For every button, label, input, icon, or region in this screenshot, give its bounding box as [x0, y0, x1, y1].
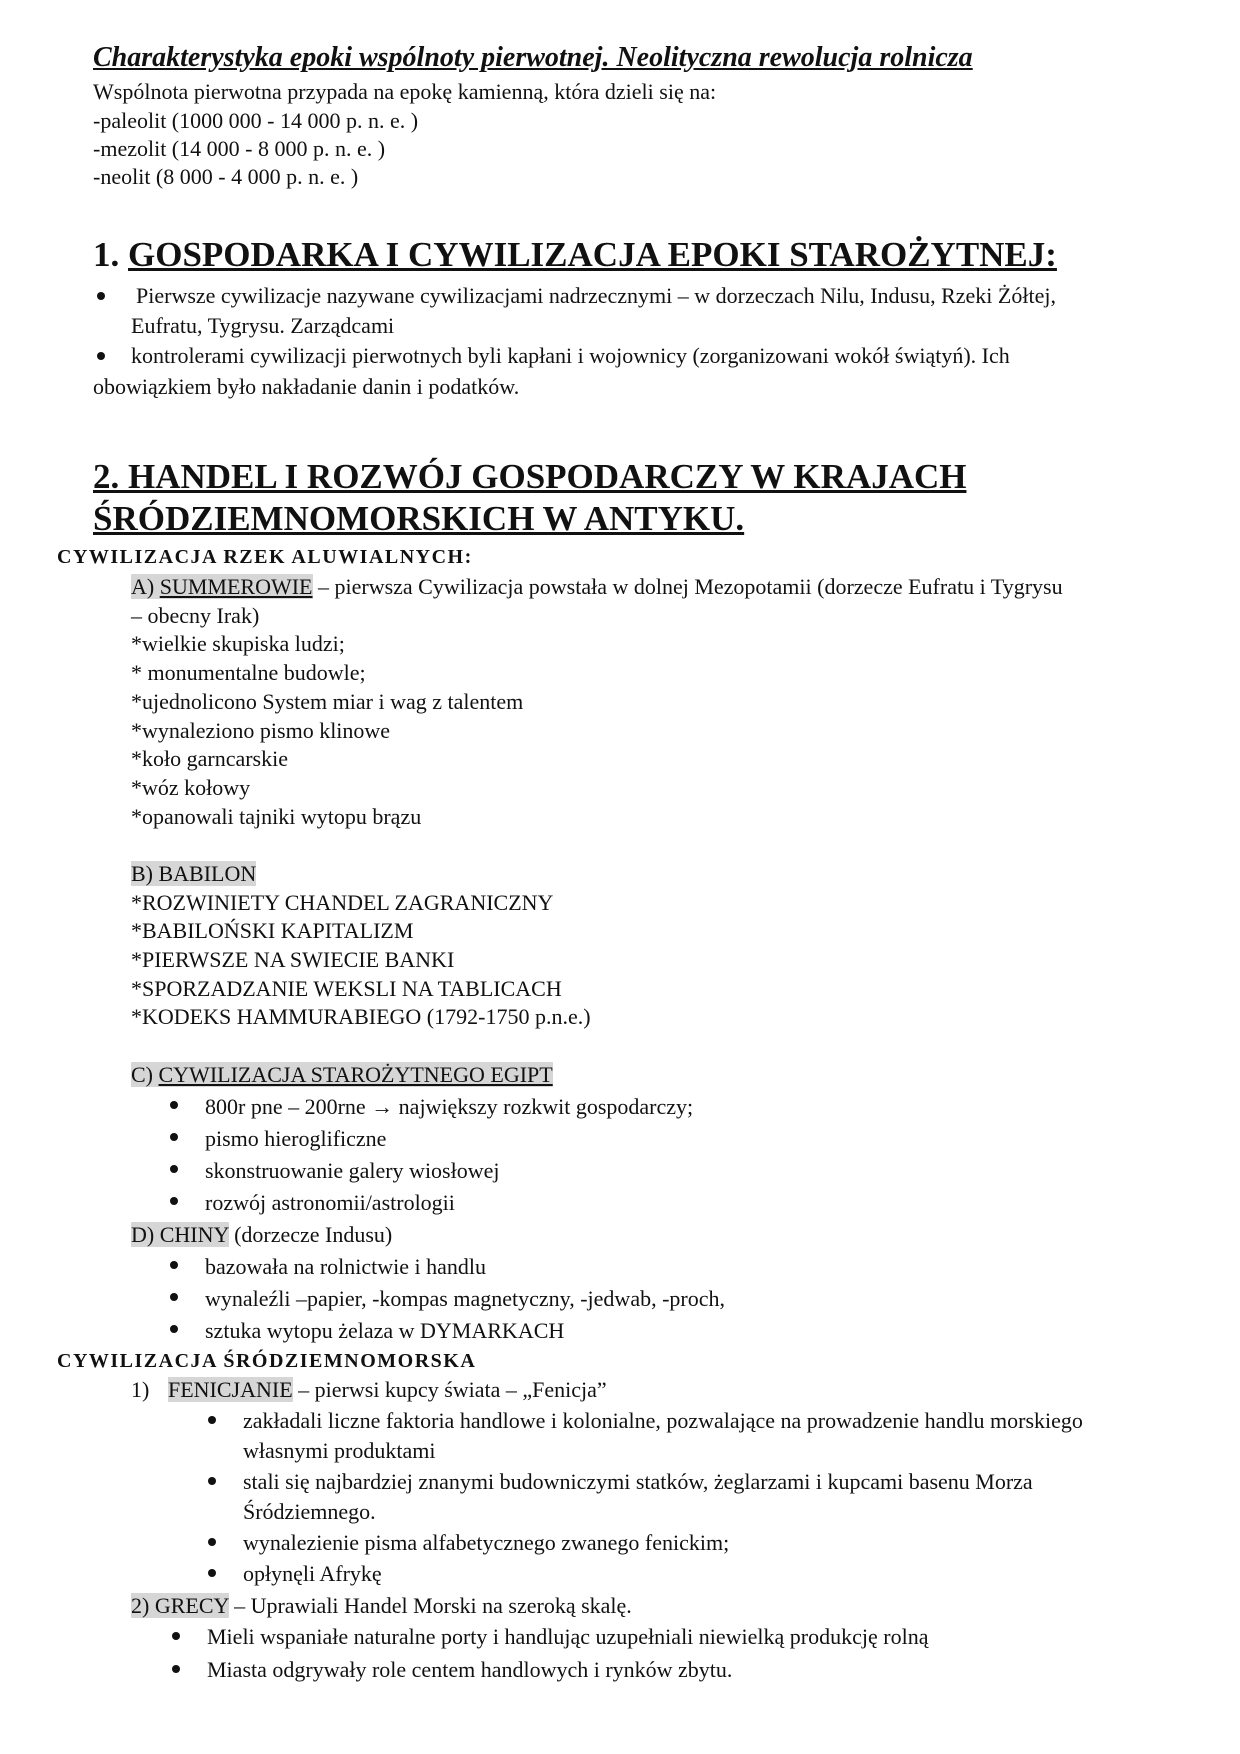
egypt-item: rozwój astronomii/astrologii [205, 1190, 455, 1215]
bullet-icon [170, 1101, 178, 1109]
phoenicians-item3: wynalezienie pisma alfabetycznego zwanego fenickim; [243, 1530, 730, 1555]
section2-heading-text-1: 2. HANDEL I ROZWÓJ GOSPODARCZY W KRAJACH [93, 457, 967, 496]
egypt-label [131, 1062, 553, 1087]
china-item: wynaleźli –papier, -kompas magnetyczny, -jedwab, -proch, [205, 1286, 725, 1311]
sumer-desc-line2: – obecny Irak) [131, 603, 260, 628]
alluvial-heading: CYWILIZACJA RZEK ALUWIALNYCH: [57, 546, 473, 568]
section2-heading-line2 [93, 499, 744, 539]
greeks-desc: – Uprawiali Handel Morski na szeroką skalę. [228, 1593, 632, 1618]
sumer-label [131, 574, 313, 599]
phoenicians-item1-line2: własnymi produktami [243, 1438, 436, 1463]
period-mezolit: -mezolit (14 000 - 8 000 p. n. e. ) [93, 136, 386, 161]
section1-bullet1-line1: Pierwsze cywilizacje nazywane cywilizacjami nadrzecznymi – w dorzeczach Nilu, Indusu, Rzeki Żółtej, [136, 283, 1056, 308]
bullet-icon [170, 1133, 178, 1141]
greeks-label: 2) GRECY [131, 1593, 229, 1618]
bullet-icon [170, 1197, 178, 1205]
sumer-desc: – pierwsza Cywilizacja powstała w dolnej Mezopotamii (dorzecze Eufratu i Tygrysu [312, 574, 1063, 599]
period-paleolit: -paleolit (1000 000 - 14 000 p. n. e. ) [93, 108, 419, 133]
bullet-icon [208, 1538, 216, 1546]
bullet-icon [208, 1569, 216, 1577]
egypt-item: skonstruowanie galery wiosłowej [205, 1158, 500, 1183]
bullet-icon [97, 352, 105, 360]
bullet-icon [170, 1293, 178, 1301]
bullet-icon [172, 1632, 180, 1640]
bullet-icon [170, 1325, 178, 1333]
bullet-icon [208, 1416, 216, 1424]
phoenicians-item1-line1: zakładali liczne faktoria handlowe i kolonialne, pozwalające na prowadzenie handlu morskiego [243, 1408, 1083, 1433]
section2-heading-line1 [93, 457, 966, 497]
babylon-label: B) BABILON [131, 861, 257, 886]
bullet-icon [170, 1165, 178, 1173]
phoenicians-number: 1) [131, 1377, 150, 1402]
section1-number: 1. [93, 235, 120, 274]
sumer-item: *wóz kołowy [131, 775, 251, 800]
babylon-item: *BABILOŃSKI KAPITALIZM [131, 918, 414, 943]
phoenicians-item2-line2: Śródziemnego. [243, 1499, 376, 1524]
babylon-item: *PIERWSZE NA SWIECIE BANKI [131, 947, 455, 972]
sumer-item: * monumentalne budowle; [131, 660, 366, 685]
section1-bullet1-line2: Eufratu, Tygrysu. Zarządcami [131, 313, 395, 338]
sumer-entry [131, 573, 1063, 601]
section1-bullet2-line2: obowiązkiem było nakładanie danin i podatków. [93, 374, 520, 399]
sumer-item: *wynaleziono pismo klinowe [131, 718, 391, 743]
sumer-item: *koło garncarskie [131, 746, 288, 771]
greeks-item: Mieli wspaniałe naturalne porty i handlując uzupełniali niewielką produkcję rolną [207, 1624, 929, 1649]
china-label: D) CHINY [131, 1222, 229, 1247]
period-neolit: -neolit (8 000 - 4 000 p. n. e. ) [93, 164, 359, 189]
section1-heading [93, 235, 1057, 275]
egypt-entry [131, 1061, 553, 1089]
babylon-entry [131, 860, 256, 888]
section2-heading-text-2: ŚRÓDZIEMNOMORSKICH W ANTYKU. [93, 499, 745, 538]
sumer-item: *ujednolicono System miar i wag z talentem [131, 689, 524, 714]
china-item: sztuka wytopu żelaza w DYMARKACH [205, 1318, 565, 1343]
bullet-icon [208, 1477, 216, 1485]
document-title: Charakterystyka epoki wspólnoty pierwotnej. Neolityczna rewolucja rolnicza [93, 42, 973, 73]
mediterranean-heading: CYWILIZACJA ŚRÓDZIEMNOMORSKA [57, 1350, 477, 1372]
bullet-icon [172, 1665, 180, 1673]
section1-bullet2-line1: kontrolerami cywilizacji pierwotnych byli kapłani i wojownicy (zorganizowani wokół świątyń). Ich [131, 343, 1010, 368]
egypt-item: pismo hieroglificzne [205, 1126, 387, 1151]
intro-lead: Wspólnota pierwotna przypada na epokę kamienną, która dzieli się na: [93, 79, 717, 104]
phoenicians-desc: – pierwsi kupcy świata – „Fenicja” [292, 1377, 607, 1402]
greeks-entry [131, 1592, 632, 1620]
phoenicians-entry [168, 1376, 607, 1404]
phoenicians-item4: opłynęli Afrykę [243, 1561, 382, 1586]
bullet-icon [97, 292, 105, 300]
bullet-icon [170, 1261, 178, 1269]
egypt-item: 800r pne – 200rne → największy rozkwit gospodarczy; [205, 1094, 694, 1119]
phoenicians-item2-line1: stali się najbardziej znanymi budowniczymi statków, żeglarzami i kupcami basenu Morza [243, 1469, 1033, 1494]
babylon-item: *KODEKS HAMMURABIEGO (1792-1750 p.n.e.) [131, 1004, 591, 1029]
egypt-name: CYWILIZACJA STAROŻYTNEGO EGIPT [158, 1062, 553, 1087]
china-entry [131, 1221, 392, 1249]
phoenicians-label: FENICJANIE [168, 1377, 293, 1402]
sumer-item: *wielkie skupiska ludzi; [131, 631, 345, 656]
egypt-prefix: C) [131, 1062, 159, 1087]
sumer-item: *opanowali tajniki wytopu brązu [131, 804, 422, 829]
sumer-prefix: A) [131, 574, 160, 599]
babylon-item: *SPORZADZANIE WEKSLI NA TABLICACH [131, 976, 562, 1001]
greeks-item: Miasta odgrywały role centem handlowych i rynków zbytu. [207, 1657, 733, 1682]
babylon-item: *ROZWINIETY CHANDEL ZAGRANICZNY [131, 890, 554, 915]
section1-title: GOSPODARKA I CYWILIZACJA EPOKI STAROŻYTNEJ: [128, 235, 1057, 274]
china-item: bazowała na rolnictwie i handlu [205, 1254, 487, 1279]
sumer-name: SUMMEROWIE [159, 574, 313, 599]
china-note: (dorzecze Indusu) [228, 1222, 393, 1247]
